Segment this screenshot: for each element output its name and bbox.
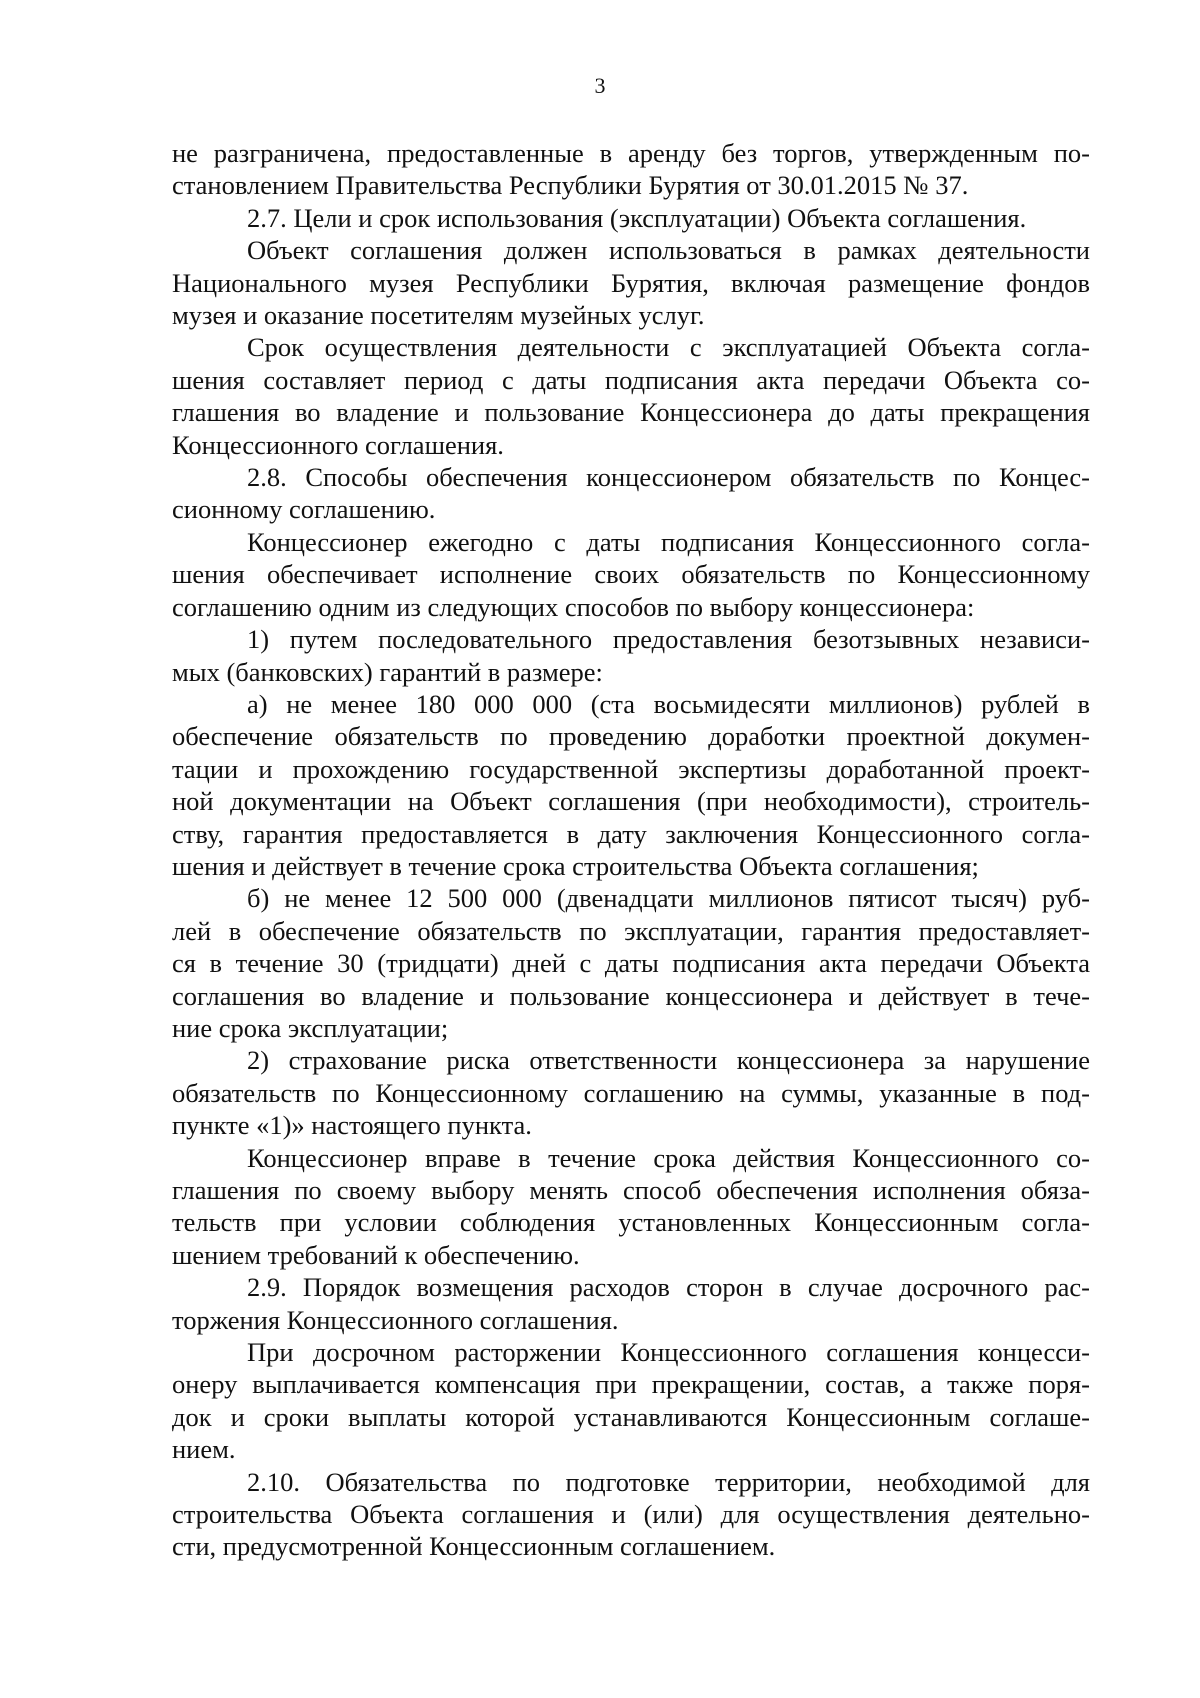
text-line: глашения во владение и пользование Концессионера до даты прекращения xyxy=(172,397,1090,428)
text-line: шением требований к обеспечению. xyxy=(172,1239,580,1270)
paragraph xyxy=(172,137,1090,202)
text-line: Объект соглашения должен использоваться в рамках деятельности xyxy=(247,235,1090,266)
paragraph xyxy=(172,234,1090,331)
text-line: б) не менее 12 500 000 (двенадцати миллионов пятисот тысяч) руб- xyxy=(247,883,1090,914)
text-line: 2.7. Цели и срок использования (эксплуатации) Объекта соглашения. xyxy=(247,202,1027,233)
document-body xyxy=(172,137,1090,1563)
text-line: не разграничена, предоставленные в аренду без торгов, утвержденным по- xyxy=(172,138,1090,168)
text-line: 2.9. Порядок возмещения расходов сторон в случае досрочного рас- xyxy=(247,1272,1090,1303)
text-line: ние срока эксплуатации; xyxy=(172,1012,449,1043)
paragraph xyxy=(172,688,1090,882)
text-line: При досрочном расторжении Концессионного соглашения концесси- xyxy=(247,1337,1090,1368)
text-line: ству, гарантия предоставляется в дату заключения Концессионного согла- xyxy=(172,818,1090,849)
paragraph xyxy=(172,1142,1090,1272)
text-line: торжения Концессионного соглашения. xyxy=(172,1304,619,1335)
paragraph xyxy=(172,882,1090,1044)
text-line: соглашению одним из следующих способов по выбору концессионера: xyxy=(172,591,975,622)
text-line: лей в обеспечение обязательств по эксплуатации, гарантия предоставляет- xyxy=(172,915,1090,946)
paragraph xyxy=(172,1044,1090,1141)
text-line: 2.10. Обязательства по подготовке территории, необходимой для xyxy=(247,1466,1090,1497)
text-line: глашения по своему выбору менять способ обеспечения исполнения обяза- xyxy=(172,1175,1090,1205)
text-line: 2) страхование риска ответственности концессионера за нарушение xyxy=(247,1045,1090,1076)
text-line: Срок осуществления деятельности с эксплуатацией Объекта согла- xyxy=(247,332,1090,363)
paragraph xyxy=(172,202,1090,234)
text-line: шения обеспечивает исполнение своих обязательств по Концессионному xyxy=(172,559,1090,590)
paragraph xyxy=(172,1466,1090,1563)
text-line: док и сроки выплаты которой устанавливаются Концессионным соглаше- xyxy=(172,1401,1090,1432)
text-line: становлением Правительства Республики Бурятия от 30.01.2015 № 37. xyxy=(172,170,969,201)
text-line: онеру выплачивается компенсация при прекращении, состав, а также поря- xyxy=(172,1369,1090,1400)
text-line: сти, предусмотренной Концессионным соглашением. xyxy=(172,1531,776,1562)
text-line: 2.8. Способы обеспечения концессионером обязательств по Концес- xyxy=(247,462,1090,493)
text-line: ной документации на Объект соглашения (при необходимости), строитель- xyxy=(172,786,1090,817)
text-line: нием. xyxy=(172,1434,236,1465)
paragraph xyxy=(172,461,1090,526)
text-line: Национального музея Республики Бурятия, включая размещение фондов xyxy=(172,267,1090,298)
text-line: ся в течение 30 (тридцати) дней с даты подписания акта передачи Объекта xyxy=(172,948,1090,979)
text-line: 1) путем последовательного предоставления безотзывных независи- xyxy=(247,624,1090,655)
text-line: соглашения во владение и пользование концессионера и действует в тече- xyxy=(172,980,1090,1011)
text-line: обязательств по Концессионному соглашению на суммы, указанные в под- xyxy=(172,1077,1090,1108)
paragraph xyxy=(172,331,1090,461)
text-line: шения и действует в течение срока строительства Объекта соглашения; xyxy=(172,850,979,881)
text-line: тельств при условии соблюдения установленных Концессионным согла- xyxy=(172,1207,1090,1238)
text-line: Концессионер ежегодно с даты подписания Концессионного согла- xyxy=(247,526,1090,557)
text-line: шения составляет период с даты подписания акта передачи Объекта со- xyxy=(172,364,1090,395)
paragraph xyxy=(172,1336,1090,1466)
text-line: Концессионного соглашения. xyxy=(172,429,504,460)
paragraph xyxy=(172,623,1090,688)
text-line: строительства Объекта соглашения и (или) для осуществления деятельно- xyxy=(172,1499,1090,1530)
text-line: Концессионер вправе в течение срока действия Концессионного со- xyxy=(247,1142,1090,1173)
paragraph xyxy=(172,1271,1090,1336)
paragraph xyxy=(172,526,1090,623)
text-line: мых (банковских) гарантий в размере: xyxy=(172,656,603,687)
text-line: сионному соглашению. xyxy=(172,494,436,525)
text-line: а) не менее 180 000 000 (ста восьмидесяти миллионов) рублей в xyxy=(247,688,1090,719)
text-line: музея и оказание посетителям музейных услуг. xyxy=(172,300,705,331)
text-line: обеспечение обязательств по проведению доработки проектной докумен- xyxy=(172,721,1090,752)
page-number: 3 xyxy=(594,73,606,98)
text-line: тации и прохождению государственной экспертизы доработанной проект- xyxy=(172,753,1090,784)
text-line: пункте «1)» настоящего пункта. xyxy=(172,1110,532,1141)
